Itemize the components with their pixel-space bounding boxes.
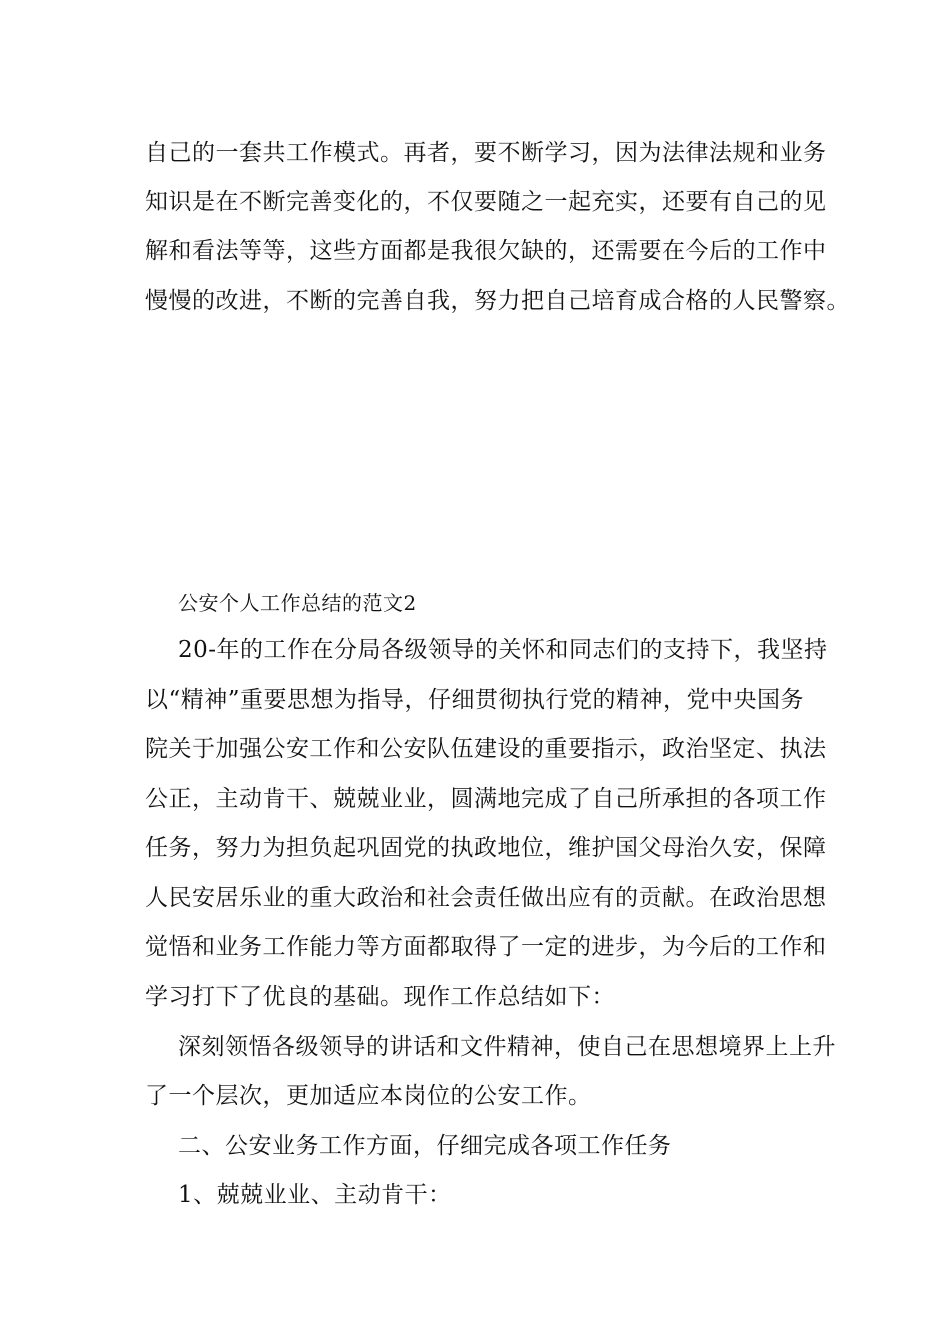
paragraph-line: 自己的一套共工作模式。再者，要不断学习，因为法律法规和业务	[145, 140, 827, 166]
paragraph-line: 解和看法等等，这些方面都是我很欠缺的，还需要在今后的工作中	[145, 238, 827, 264]
paragraph-line: 任务，努力为担负起巩固党的执政地位，维护国父母治久安，保障	[145, 835, 827, 861]
paragraph-line: 二、公安业务工作方面，仔细完成各项工作任务	[178, 1133, 672, 1159]
section-title: 公安个人工作总结的范文2	[178, 591, 417, 615]
paragraph-line: 觉悟和业务工作能力等方面都取得了一定的进步，为今后的工作和	[145, 934, 827, 960]
paragraph-line: 院关于加强公安工作和公安队伍建设的重要指示，政治坚定、执法	[145, 736, 827, 762]
paragraph-line: 学习打下了优良的基础。现作工作总结如下：	[145, 984, 615, 1010]
paragraph-line: 人民安居乐业的重大政治和社会责任做出应有的贡献。在政治思想	[145, 885, 827, 911]
paragraph-line: 慢慢的改进，不断的完善自我，努力把自己培育成合格的人民警察。	[145, 288, 850, 314]
paragraph-line: 了一个层次，更加适应本岗位的公安工作。	[145, 1083, 592, 1109]
paragraph-line: 公正，主动肯干、兢兢业业，圆满地完成了自己所承担的各项工作	[145, 786, 827, 812]
paragraph-line: 20-年的工作在分局各级领导的关怀和同志们的支持下，我坚持	[178, 637, 828, 663]
paragraph-line: 以“精神”重要思想为指导，仔细贯彻执行党的精神，党中央国务	[145, 687, 805, 713]
paragraph-line: 深刻领悟各级领导的讲话和文件精神，使自己在思想境界上上升	[178, 1034, 836, 1060]
paragraph-line: 1、兢兢业业、主动肯干：	[178, 1182, 452, 1208]
paragraph-line: 知识是在不断完善变化的，不仅要随之一起充实，还要有自己的见	[145, 189, 827, 215]
